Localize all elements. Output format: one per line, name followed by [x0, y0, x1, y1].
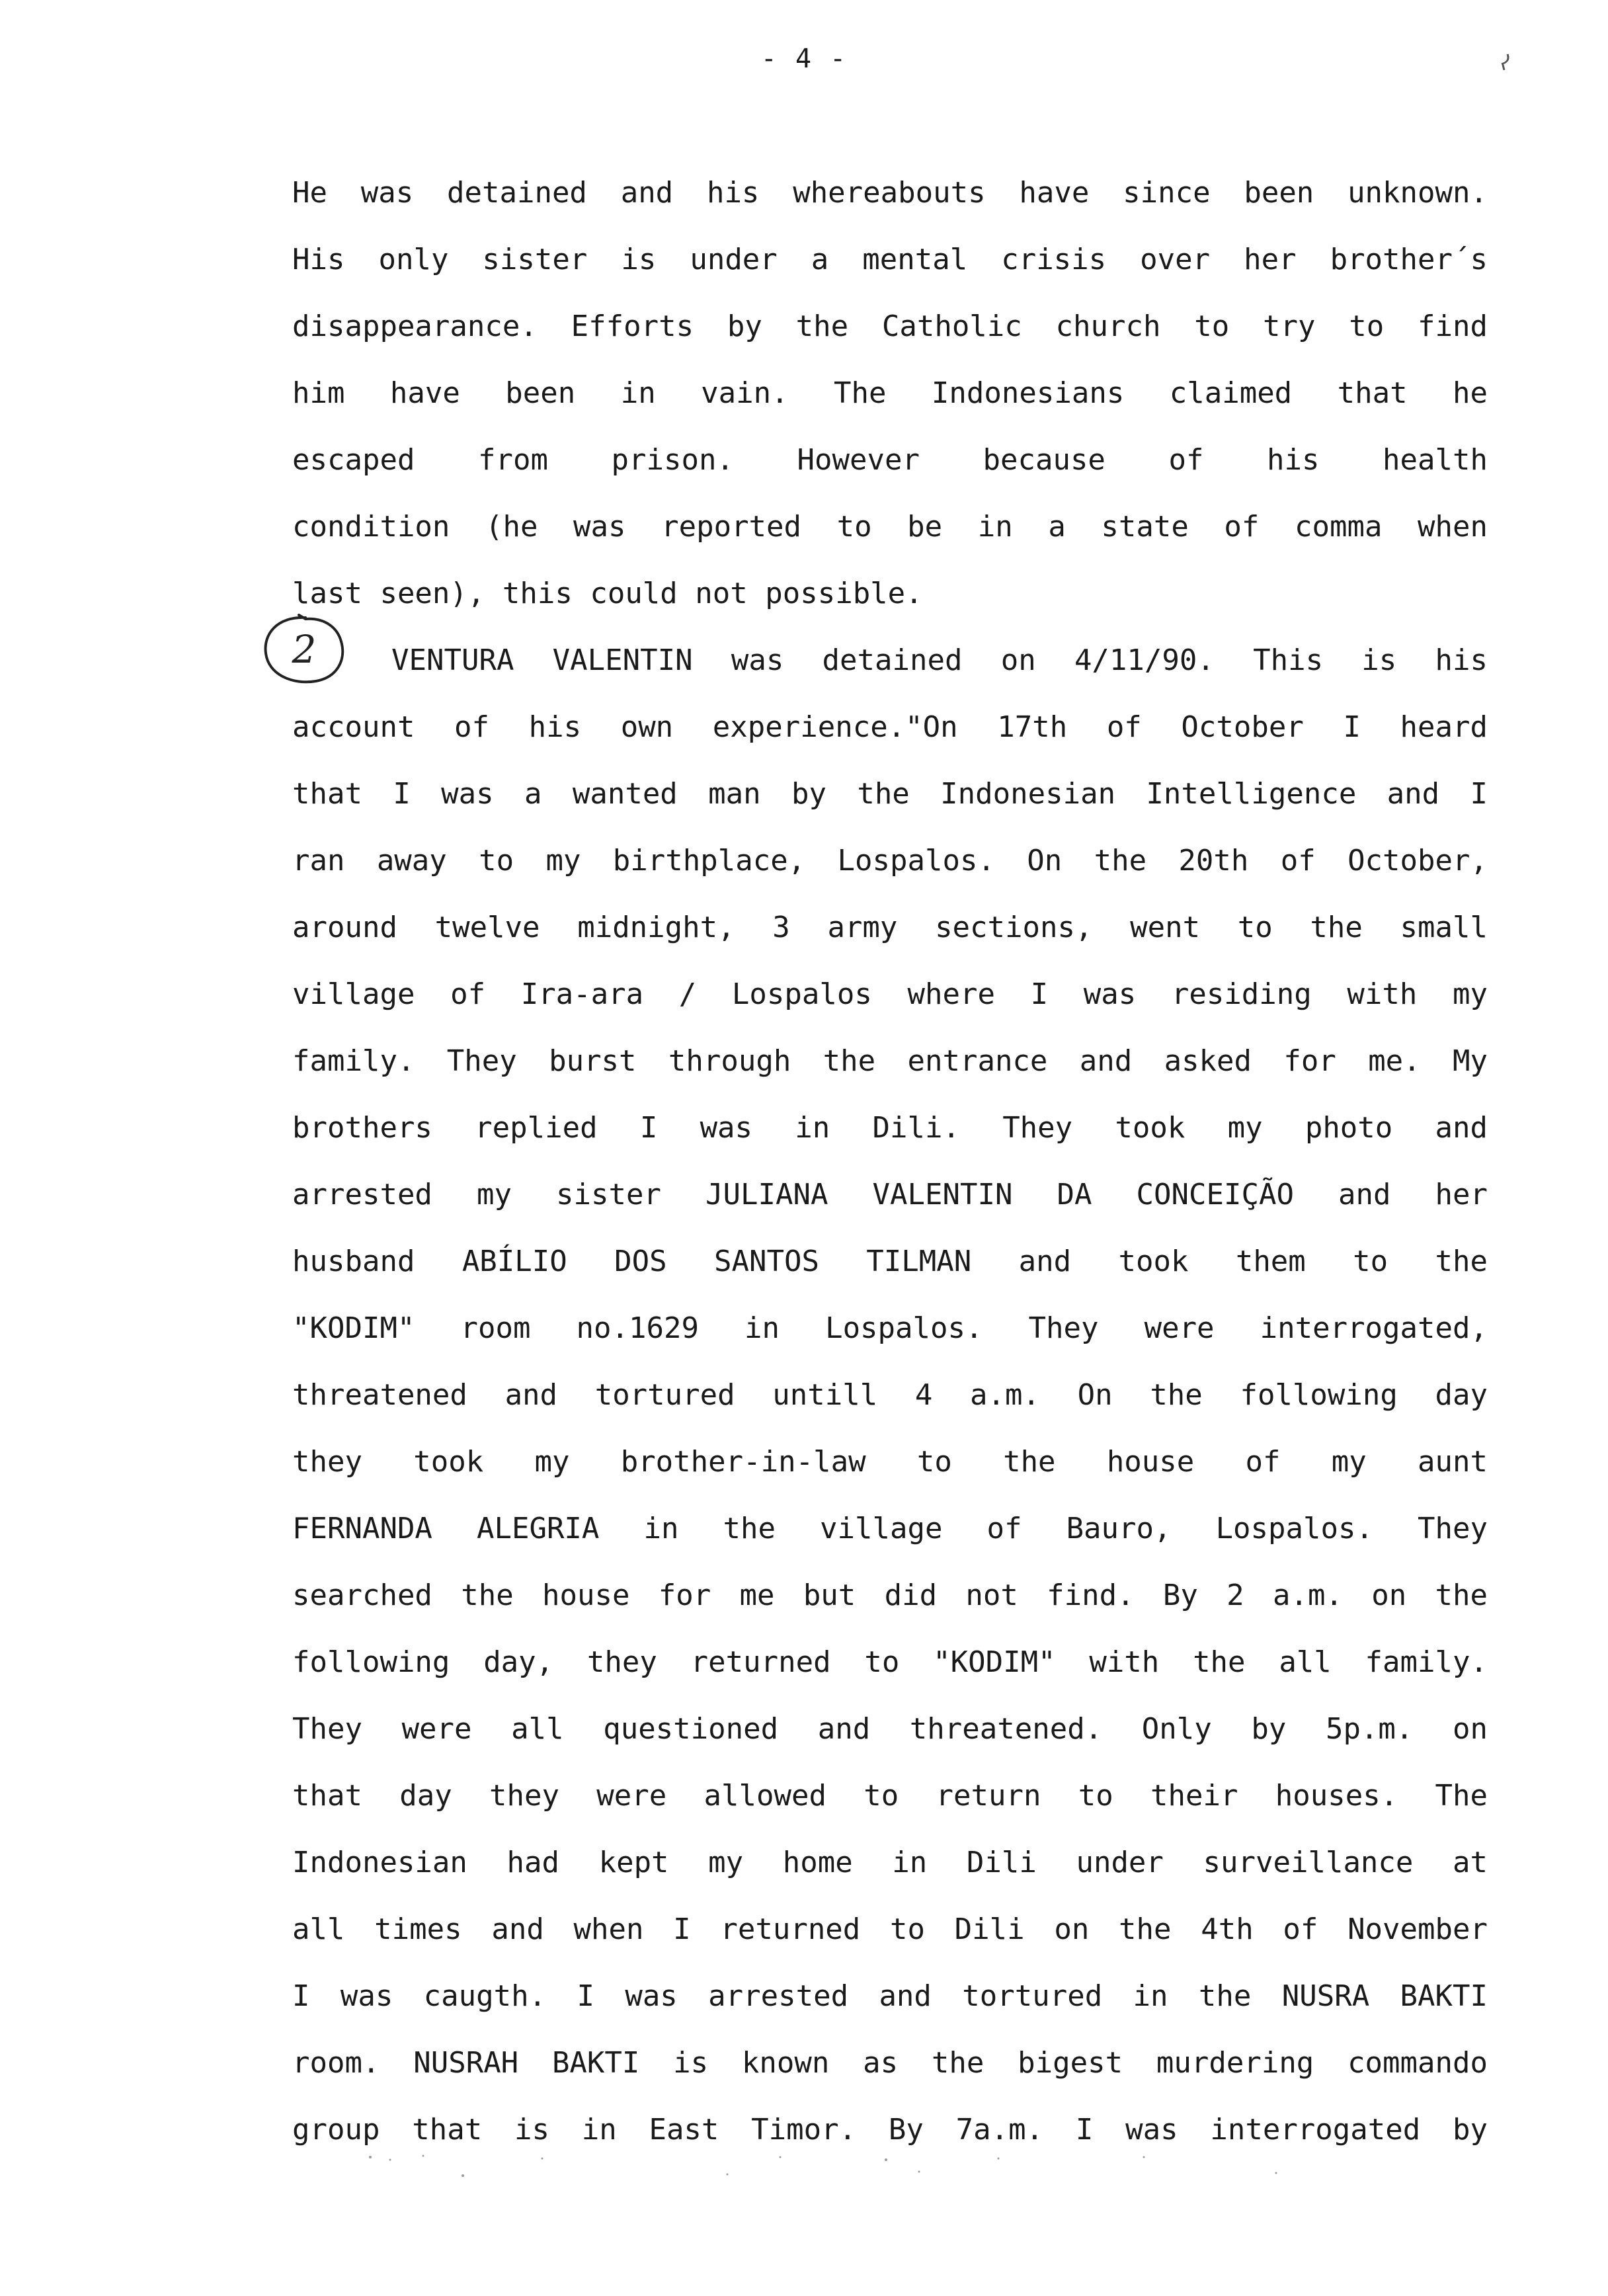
text-line: His only sister is under a mental crisis over her brother´s — [292, 243, 1488, 276]
text-line: "KODIM" room no.1629 in Lospalos. They were interrogated, — [292, 1311, 1488, 1345]
text-line: husband ABÍLIO DOS SANTOS TILMAN and took them to the — [292, 1245, 1488, 1278]
text-line: around twelve midnight, 3 army sections, went to the small — [292, 911, 1488, 944]
text-line: disappearance. Efforts by the Catholic church to try to find — [292, 309, 1488, 343]
text-line: group that is in East Timor. By 7a.m. I was interrogated by — [292, 2113, 1488, 2147]
text-line: I was caugth. I was arrested and tortured in the NUSRA BAKTI — [292, 1979, 1488, 2013]
text-line: VENTURA VALENTIN was detained on 4/11/90. This is his — [391, 643, 1488, 677]
text-line: family. They burst through the entrance and asked for me. My — [292, 1044, 1488, 1078]
circled-number-text: 2 — [292, 627, 317, 672]
text-line: they took my brother-in-law to the house of my aunt — [292, 1445, 1488, 1479]
corner-mark: ᓯ — [1496, 50, 1515, 76]
text-line: that I was a wanted man by the Indonesian Intelligence and I — [292, 777, 1488, 811]
text-line: following day, they returned to "KODIM" with the all family. — [292, 1645, 1488, 1679]
text-line: village of Ira-ara / Lospalos where I was residing with my — [292, 977, 1488, 1011]
page-number: - 4 - — [760, 44, 848, 74]
text-line: searched the house for me but did not find. By 2 a.m. on the — [292, 1578, 1488, 1612]
scan-noise — [0, 2143, 1608, 2195]
text-line: threatened and tortured untill 4 a.m. On the following day — [292, 1378, 1488, 1412]
text-line: They were all questioned and threatened. Only by 5p.m. on — [292, 1712, 1488, 1746]
text-line: escaped from prison. However because of his health — [292, 443, 1488, 477]
text-line: FERNANDA ALEGRIA in the village of Bauro, Lospalos. They — [292, 1512, 1488, 1545]
text-line: him have been in vain. The Indonesians claimed that he — [292, 376, 1488, 410]
text-line: Indonesian had kept my home in Dili under surveillance at — [292, 1846, 1488, 1879]
text-line: condition (he was reported to be in a state of comma when — [292, 510, 1488, 544]
text-line: ran away to my birthplace, Lospalos. On the 20th of October, — [292, 844, 1488, 878]
body-text — [292, 173, 1488, 2177]
text-line: arrested my sister JULIANA VALENTIN DA CONCEIÇÃO and her — [292, 1178, 1488, 1211]
text-line: last seen), this could not possible. — [292, 577, 923, 610]
text-line: room. NUSRAH BAKTI is known as the bigest murdering commando — [292, 2046, 1488, 2080]
text-line: all times and when I returned to Dili on the 4th of November — [292, 1912, 1488, 1946]
text-line: account of his own experience."On 17th of October I heard — [292, 710, 1488, 744]
text-line: He was detained and his whereabouts have since been unknown. — [292, 176, 1488, 210]
text-line: brothers replied I was in Dili. They took my photo and — [292, 1111, 1488, 1145]
text-line: that day they were allowed to return to their houses. The — [292, 1779, 1488, 1813]
